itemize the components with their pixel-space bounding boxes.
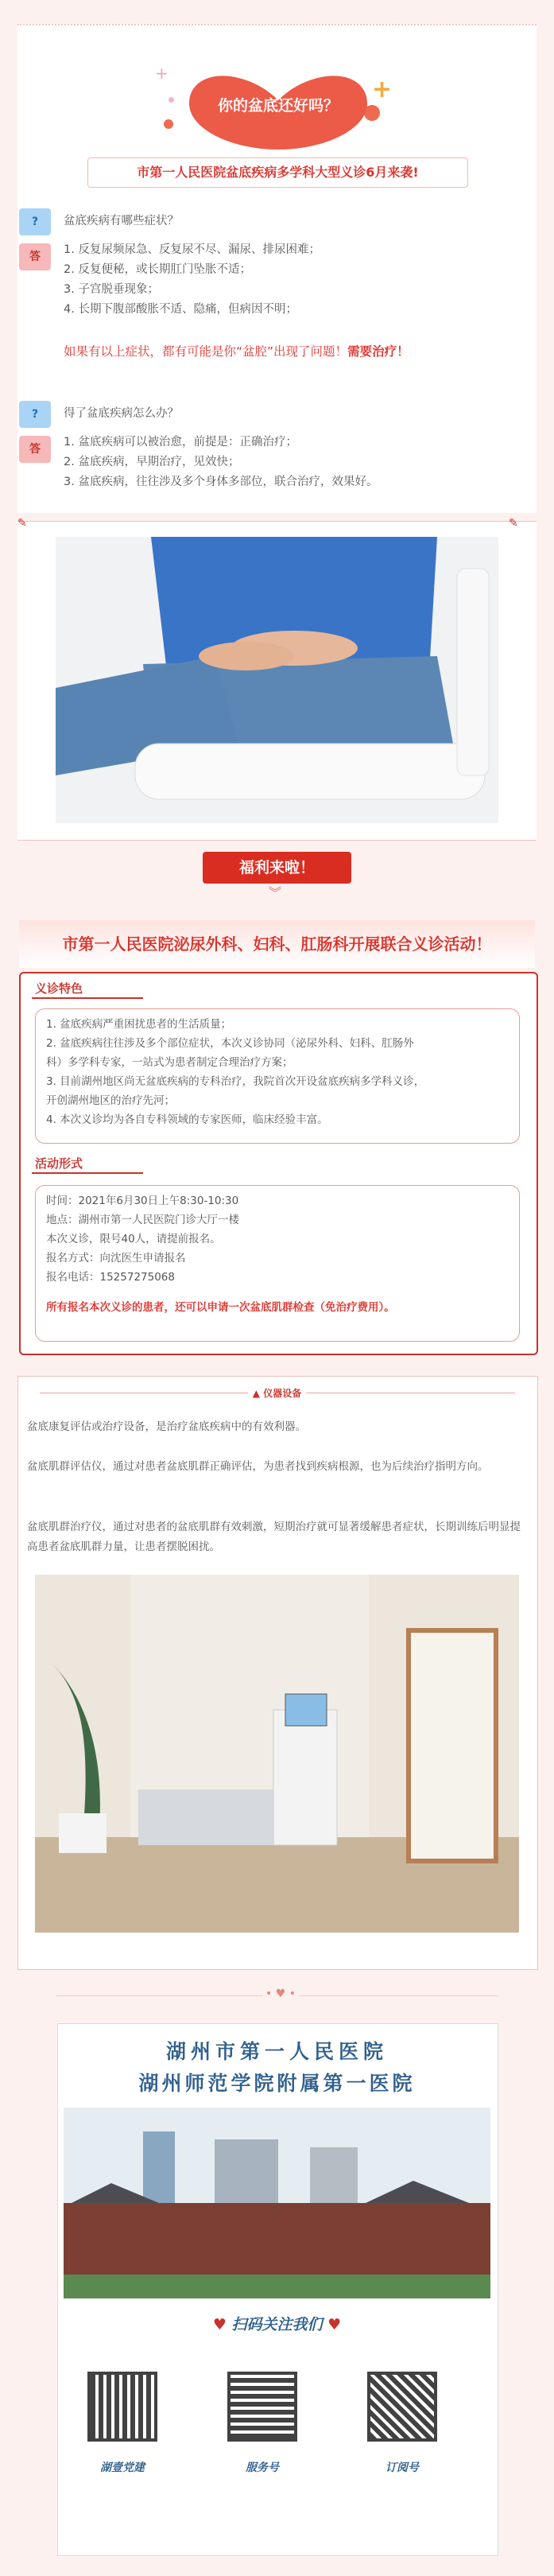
warning-emph: 需要治疗！ <box>347 344 409 359</box>
list-item: 1. 盆底疾病可以被治愈，前提是：正确治疗； <box>64 436 297 449</box>
list-item: 4. 长期下腹部酸胀不适、隐痛，但病因不明； <box>64 303 297 316</box>
question-text: 得了盆底疾病怎么办？ <box>64 407 179 420</box>
hospital-building-photo <box>64 2108 490 2298</box>
activity-limit: 本次义诊，限号40人，请提前报名。 <box>46 1233 221 1245</box>
pin-icon: ✎ <box>17 517 27 530</box>
qr-code-1[interactable] <box>87 2372 157 2442</box>
activity-time: 时间：2021年6月30日上午8:30-10:30 <box>46 1195 239 1207</box>
plus-deco-icon: + <box>372 76 393 103</box>
answer-badge: 答 <box>19 436 51 463</box>
circle-deco-icon <box>169 97 174 103</box>
welfare-pill: 福利来啦！ <box>203 852 351 884</box>
qr-code-2[interactable] <box>227 2372 297 2442</box>
heart-title: 你的盆底还好吗？ <box>217 97 339 115</box>
device-photo <box>35 1575 519 1933</box>
heart-divider-icon: • ♥ • <box>262 1987 299 2000</box>
qr-code-3[interactable] <box>367 2372 437 2442</box>
activity-note: 所有报名本次义诊的患者，还可以申请一次盆底肌群检查（免治疗费用）。 <box>46 1301 395 1314</box>
person-illustration <box>56 537 498 823</box>
device-para-2: 盆底肌群评估仪，通过对患者盆底肌群正确评估，为患者找到疾病根源，也为后续治疗指明方向。 <box>27 1460 489 1473</box>
device-para-1: 盆底康复评估或治疗设备，是治疗盆底疾病中的有效利器。 <box>27 1420 306 1433</box>
device-title-text: 仪器设备 <box>263 1388 302 1399</box>
heart-icon: ♥ <box>212 2316 227 2333</box>
list-item: 3. 盆底疾病，往往涉及多个身体多部位，联合治疗，效果好。 <box>64 476 378 488</box>
answer-list <box>64 240 525 320</box>
toilet-photo <box>56 537 498 823</box>
list-item: 开创湖州地区的治疗先河； <box>46 1094 175 1107</box>
list-item: 2. 盆底疾病往往涉及多个部位症状，本次义诊协同（泌尿外科、妇科、肛肠外 <box>46 1037 414 1050</box>
tag-underline <box>32 1172 143 1174</box>
list-item: 科）多学科专家，一站式为患者制定合理治疗方案； <box>46 1056 293 1069</box>
list-item: 3. 目前湖州地区尚无盆底疾病的专科治疗，我院首次开设盆底疾病多学科义诊， <box>46 1075 425 1088</box>
answer-list <box>64 433 525 492</box>
device-para-3: 盆底肌群治疗仪，通过对患者的盆底肌群有效刺激，短期治疗就可显著缓解患者症状，长期训练后明显提高患者盆底肌群力量，让患者摆脱困扰。 <box>27 1521 521 1553</box>
qr-label-3: 订阅号 <box>385 2461 419 2474</box>
list-item: 4. 本次义诊均为各自专科领域的专家医师，临床经验丰富。 <box>46 1113 328 1126</box>
room-illustration <box>35 1575 519 1933</box>
qr-label-1: 湖壹党建 <box>100 2461 145 2474</box>
warning-text <box>64 340 509 363</box>
warning-main: 如果有以上症状，都有可能是你“盆腔”出现了问题！ <box>64 344 348 359</box>
features-text <box>46 1015 515 1129</box>
answer-badge: 答 <box>19 243 51 270</box>
hospital-name-1: 湖州市第一人民医院 <box>165 2040 388 2063</box>
question-badge: ? <box>19 401 51 428</box>
plus-deco-icon: + <box>155 64 169 83</box>
list-item: 2. 盆底疾病，早期治疗，见效快； <box>64 456 240 468</box>
features-tag: 义诊特色 <box>35 981 83 996</box>
building-illustration <box>64 2108 490 2298</box>
follow-label: 扫码关注我们 <box>231 2316 323 2333</box>
event-banner: 市第一人民医院盆底疾病多学科大型义诊6月来袭! <box>87 157 468 188</box>
follow-text <box>57 2313 497 2334</box>
list-item: 2. 反复便秘，或长期肛门坠胀不适； <box>64 263 251 276</box>
activity-signup: 报名方式：向沈医生申请报名 <box>46 1252 186 1265</box>
list-item: 1. 反复尿频尿急、反复尿不尽、漏尿、排尿困难； <box>64 243 320 256</box>
activity-text <box>46 1191 515 1317</box>
tag-underline <box>32 997 143 999</box>
question-badge: ? <box>19 208 51 235</box>
circle-deco-icon <box>164 119 173 129</box>
hospital-name-2: 湖州师范学院附属第一医院 <box>138 2072 416 2095</box>
activity-tag: 活动形式 <box>35 1156 83 1171</box>
heart-icon: ♥ <box>327 2316 342 2333</box>
activity-phone: 报名电话：15257275068 <box>46 1271 175 1284</box>
activity-place: 地点：湖州市第一人民医院门诊大厅一楼 <box>46 1214 239 1226</box>
device-title <box>19 1385 535 1400</box>
list-item: 3. 子宫脱垂现象； <box>64 283 159 296</box>
qr-label-2: 服务号 <box>246 2461 279 2474</box>
list-item: 1. 盆底疾病严重困扰患者的生活质量； <box>46 1018 232 1031</box>
pin-icon: ✎ <box>509 517 518 530</box>
question-text: 盆底疾病有哪些症状？ <box>64 215 179 227</box>
chevron-down-icon: ︾ <box>269 885 282 900</box>
corner-deco <box>17 24 537 25</box>
triangle-icon: ▲ 仪器设备 <box>248 1388 306 1399</box>
welfare-title: 市第一人民医院泌尿外科、妇科、肛肠科开展联合义诊活动！ <box>19 920 535 968</box>
